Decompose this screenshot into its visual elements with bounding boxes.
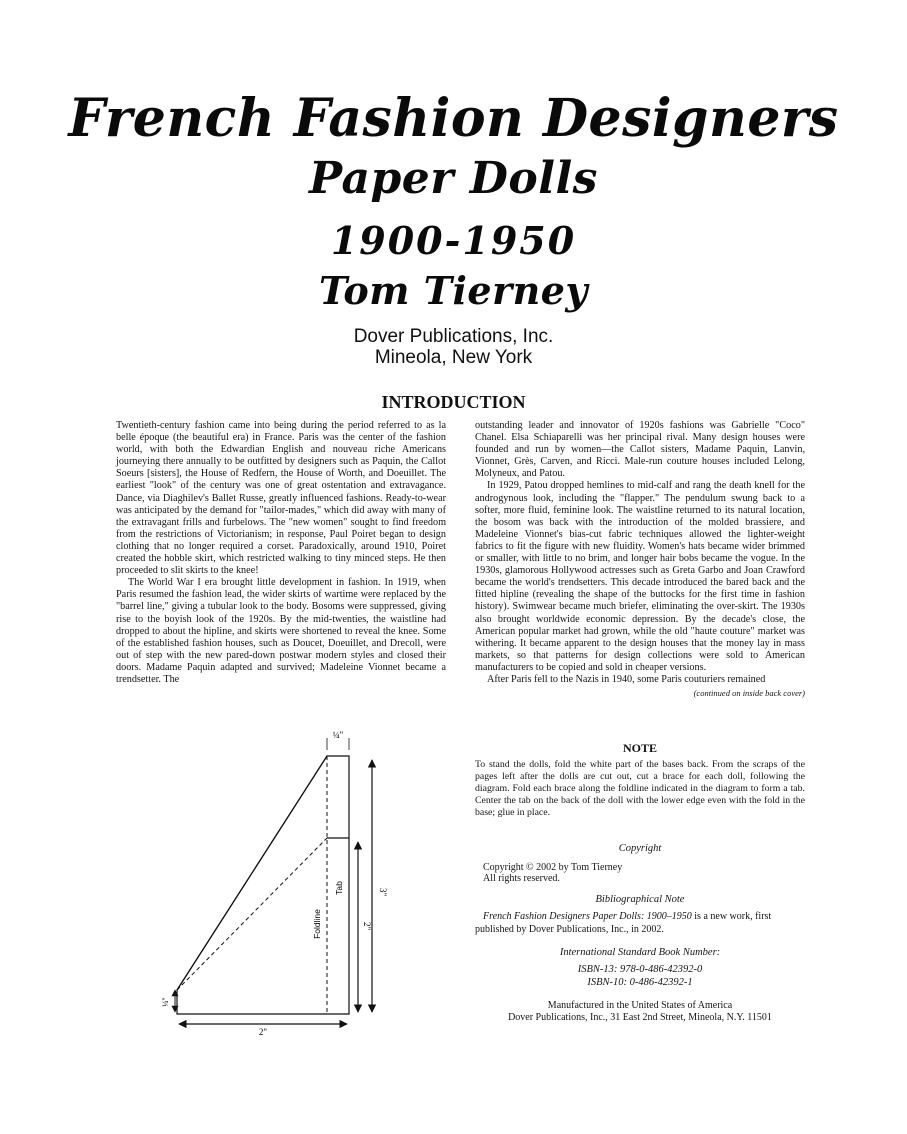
publisher-address: Dover Publications, Inc., 31 East 2nd Street, Mineola, N.Y. 11501 [508,1012,772,1023]
manufactured-line: Manufactured in the United States of America [547,1000,733,1011]
introduction-heading: INTRODUCTION [381,392,526,412]
total-height-label: 3" [378,888,388,897]
note-text: To stand the dolls, fold the white part of the bases back. From the scraps of the pages left after the dolls are cut out, cut a brace for each doll, following the diagram. Fold each brace along the foldline indicated in the diagram to form a tab. Center the tab on the back of the doll with the lower edge even with the fold in the base; glue in place. [475,759,805,818]
introduction-right-column [475,420,805,699]
isbn-heading: International Standard Book Number: [559,947,721,958]
brace-outline [177,756,349,1014]
book-title: French Fashion Designers [68,88,839,149]
continued-note: (continued on inside back cover) [693,688,805,699]
introduction-left-column [116,420,446,686]
book-years: 1900-1950 [330,218,577,263]
publisher-name: Dover Publications, Inc. [353,326,554,347]
top-width-label: ¼" [332,730,344,740]
copyright-heading: Copyright [618,843,662,854]
copyright-line: Copyright © 2002 by Tom Tierney [483,862,623,873]
book-author: Tom Tierney [319,268,588,313]
intro-paragraph: The World War I era brought little development in fashion. In 1919, when Paris resumed the fashion lead, the wider skirts of wartime were replaced by the "barrel line," giving a tubular look to the body. Bosoms were suppressed, giving rise to the boyish look of the 1920s. By the mid-twenties, the waistline had dropped to about the hipline, and skirts were shortened to reveal the knee. Some of the established fashion houses, such as Doucet, Doeuillet, and Drecoll, were out of step with the new pared-down postwar modern styles and closed their doors. Madame Paquin adapted and survived; Madeleine Vionnet became a trendsetter. The [116,577,446,685]
bibliographical-rest: is a new work, first published by Dover Publications, Inc., in 2002. [475,911,772,935]
left-height-label: ¼" [161,997,170,1007]
tab-label: Tab [334,881,344,895]
bottom-width-label: 2" [258,1027,268,1037]
brace-fold-edge [177,756,327,990]
foldline-label: Foldline [312,909,322,939]
bibliographical-text [475,911,805,936]
tab-height-label: 2" [362,922,372,931]
intro-paragraph: outstanding leader and innovator of 1920s fashions was Gabrielle "Coco" Chanel. Elsa Schiaparelli was her principal rival. Many design houses were founded and run by women—the Callot sisters, Madame Paquin, Lanvin, Vionnet, Grès, Carven, and Ricci. Male-run couture houses included Lelong, Molyneux, and Patou. [475,420,805,480]
book-title-citation: French Fashion Designers Paper Dolls: 1900–1950 [483,911,692,922]
isbn-10: ISBN-10: 0-486-42392-1 [587,977,693,988]
note-heading: NOTE [622,741,657,755]
rights-line: All rights reserved. [483,873,560,884]
intro-paragraph: Twentieth-century fashion came into being during the period referred to as la belle époque (the beautiful era) in France. Paris was the center of the fashion world, with both the Edwardian English and nouveau riche Americans journeying there annually to be outfitted by designers such as Paquin, the Callot Soeurs [sisters], the House of Redfern, the House of Worth, and Doeuillet. The earliest "look" of the century was one of great ostentation and extravagance. Dance, via Diaghilev's Ballet Russe, greatly influenced fashions. Ready-to-wear was anticipated by the demand for "tailor-mades," which did away with many of the extravagant frills and furbelows. The "new women" sought to find freedom from the restrictions of Victorianism; in response, Paul Poiret began to design clothing that no longer required a corset. Paradoxically, around 1910, Poiret created the hobble skirt, which restricted walking to tiny minced steps. He then proceeded to slit skirts to the knee! [116,420,446,577]
intro-paragraph: After Paris fell to the Nazis in 1940, some Paris couturiers remained [487,673,766,685]
tab-diagonal-dashed [177,838,327,990]
bibliographical-heading: Bibliographical Note [595,894,685,905]
isbn-13: ISBN-13: 978-0-486-42392-0 [577,964,703,975]
publisher-location: Mineola, New York [374,347,533,368]
book-subtitle: Paper Dolls [309,153,598,204]
brace-diagram [160,728,400,1040]
intro-paragraph: In 1929, Patou dropped hemlines to mid-calf and rang the death knell for the androgynous look, including the "flapper." The pendulum swung back to a softer, more fluid, feminine look. The waistline returned to its natural location, the bosom was back with the introduction of the molded brassiere, and Madeleine Vionnet's bias-cut fabric techniques allowed the lighter-weight fabrics to fit the figure with new fluidity. Women's hats became wider brimmed or smaller, with little to no brim, and longer hair bobs became the vogue. In the 1930s, glamorous Hollywood actresses such as Greta Garbo and Joan Crawford became the world's trendsetters. This decade introduced the bared back and the fitted hipline (revealing the shape of the buttocks for the first time in fashion history). Swimwear became much briefer, eliminating the over-skirt. The 1930s also brought worldwide economic depression. By the decade's close, the American popular market had grown, while the old "haute couture" market was withering. It became apparent to the design houses that the money lay in mass markets, so that patterns for design collections were sold to American manufacturers to be copied and sold in cheaper versions. [475,480,805,673]
